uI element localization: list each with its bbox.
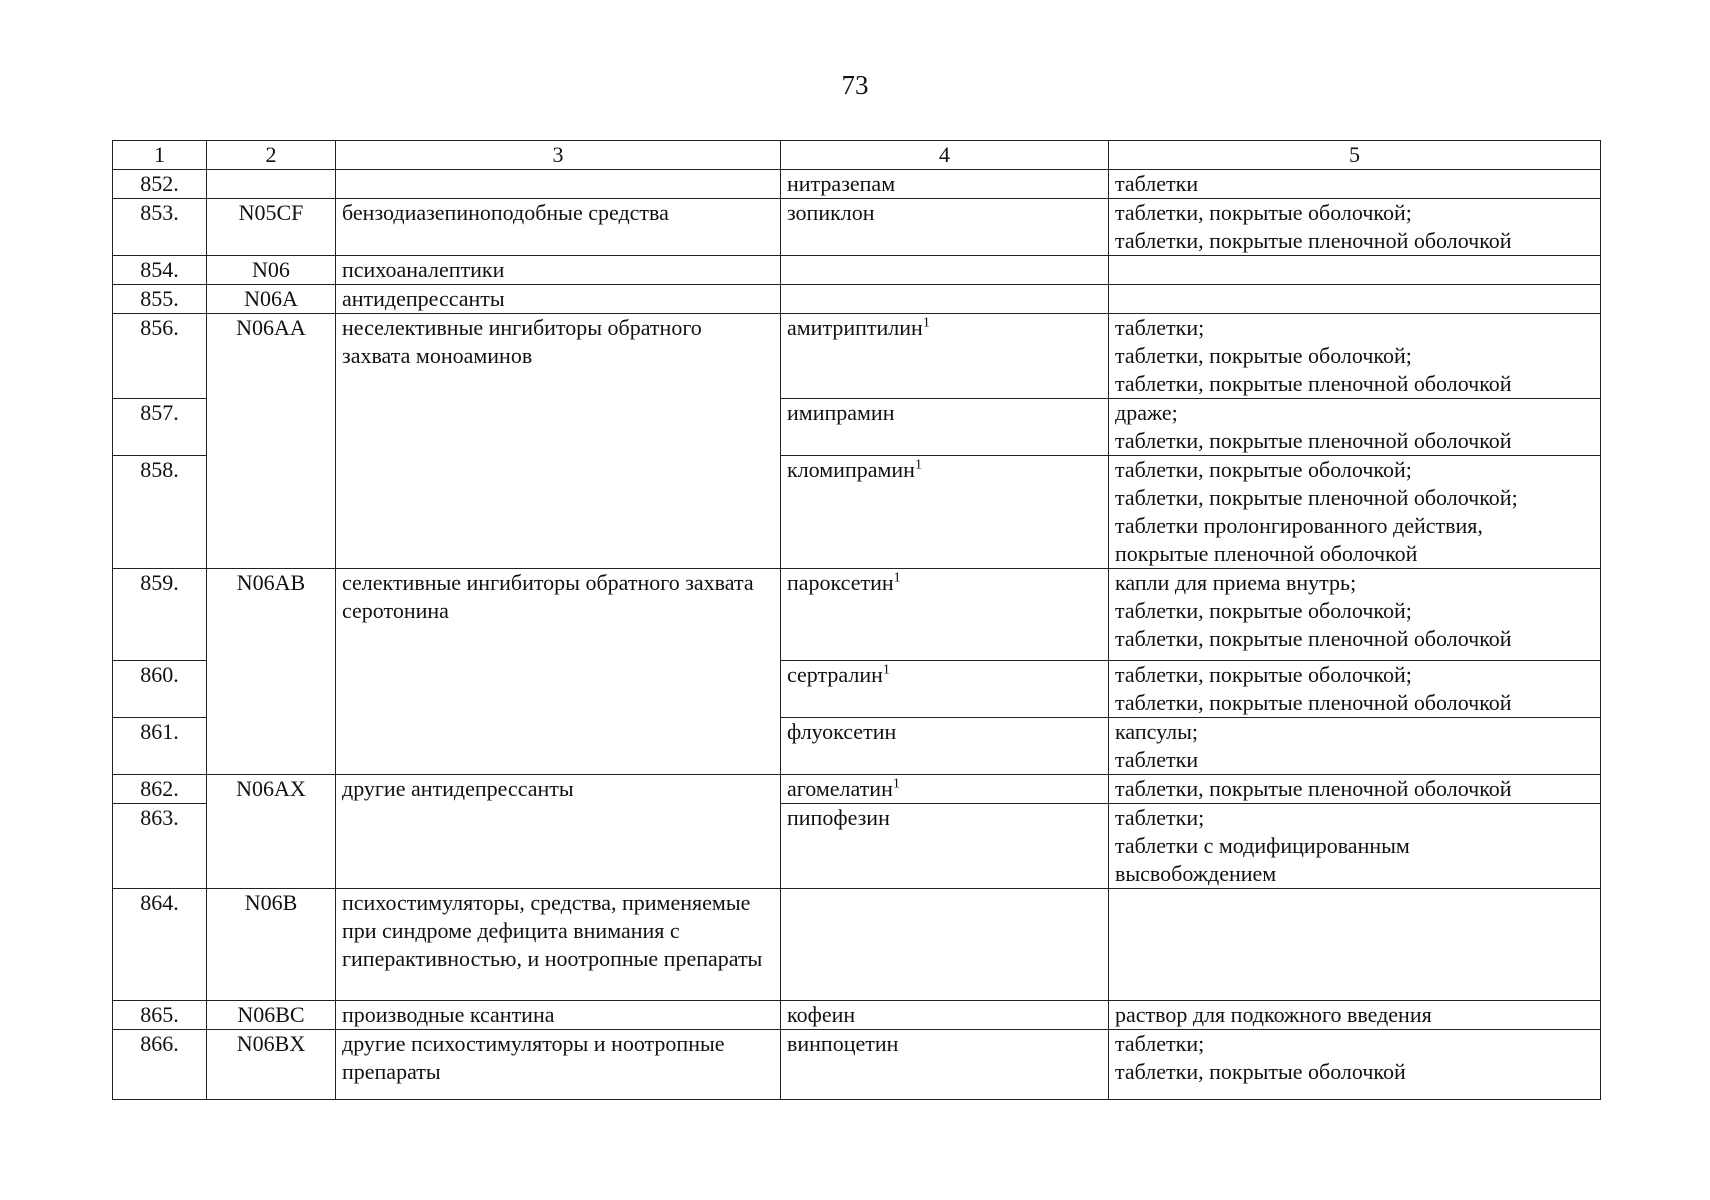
page-number: 73 <box>841 70 869 100</box>
dosage-form: таблетки, покрытые оболочкой; <box>1115 457 1412 482</box>
atc-code: N06 <box>207 256 336 285</box>
dosage-form: капсулы; <box>1115 719 1198 744</box>
dosage-forms <box>1109 170 1601 199</box>
drug-name <box>781 285 1109 314</box>
table-row <box>113 1001 1601 1030</box>
drug-name <box>781 804 1109 889</box>
dosage-form: таблетки <box>1115 747 1199 772</box>
dosage-forms <box>1109 569 1601 661</box>
header-row <box>113 141 1601 170</box>
pharmacological-group: производные ксантина <box>336 1001 781 1030</box>
drug-name <box>781 718 1109 775</box>
drug-name <box>781 256 1109 285</box>
table-row <box>113 256 1601 285</box>
pharmacological-group <box>336 170 781 199</box>
pharmacological-group: другие антидепрессанты <box>336 775 781 889</box>
atc-code: N06B <box>207 889 336 1001</box>
dosage-forms <box>1109 456 1601 569</box>
header-col-2: 2 <box>207 141 336 170</box>
atc-code: N06AB <box>207 569 336 775</box>
pharmacological-group: антидепрессанты <box>336 285 781 314</box>
row-number: 853. <box>113 199 207 256</box>
dosage-form: таблетки, покрытые пленочной оболочкой <box>1115 428 1512 453</box>
table-row <box>113 775 1601 804</box>
table-row <box>113 199 1601 256</box>
table-row <box>113 170 1601 199</box>
dosage-forms <box>1109 399 1601 456</box>
drug-name-text: амитриптилин <box>787 315 923 340</box>
row-number: 860. <box>113 661 207 718</box>
pharmacological-group: бензодиазепиноподобные средства <box>336 199 781 256</box>
drug-name <box>781 1030 1109 1100</box>
dosage-forms <box>1109 199 1601 256</box>
dosage-form: капли для приема внутрь; <box>1115 570 1357 595</box>
drug-name-text: агомелатин <box>787 776 893 801</box>
atc-code: N06A <box>207 285 336 314</box>
dosage-form: таблетки, покрытые пленочной оболочкой <box>1115 626 1512 651</box>
pharmacological-group: селективные ингибиторы обратного захвата серотонина <box>336 569 781 775</box>
drug-name-text: нитразепам <box>787 171 896 196</box>
drug-name <box>781 889 1109 1001</box>
dosage-forms <box>1109 889 1601 1001</box>
dosage-form: таблетки, покрытые оболочкой; <box>1115 200 1412 225</box>
drug-name <box>781 314 1109 399</box>
drug-name <box>781 569 1109 661</box>
atc-code: N06BX <box>207 1030 336 1100</box>
drug-name-text: сертралин <box>787 662 883 687</box>
drug-name <box>781 661 1109 718</box>
row-number: 856. <box>113 314 207 399</box>
row-number: 852. <box>113 170 207 199</box>
dosage-form: драже; <box>1115 400 1178 425</box>
dosage-form: таблетки, покрытые оболочкой; <box>1115 343 1412 368</box>
dosage-forms <box>1109 285 1601 314</box>
atc-code: N05CF <box>207 199 336 256</box>
dosage-forms <box>1109 718 1601 775</box>
footnote-mark: 1 <box>922 315 930 331</box>
header-col-3: 3 <box>336 141 781 170</box>
pharmacological-group: неселективные ингибиторы обратного захвата моноаминов <box>336 314 781 569</box>
table-row <box>113 314 1601 399</box>
dosage-form: таблетки; <box>1115 1031 1205 1056</box>
row-number: 866. <box>113 1030 207 1100</box>
drug-name-text: флуоксетин <box>787 719 897 744</box>
atc-code: N06BC <box>207 1001 336 1030</box>
row-number: 864. <box>113 889 207 1001</box>
dosage-form: таблетки, покрытые оболочкой; <box>1115 662 1412 687</box>
table-row <box>113 889 1601 1001</box>
dosage-form: таблетки с модифицированным <box>1115 833 1410 858</box>
dosage-form: таблетки, покрытые оболочкой <box>1115 1059 1406 1084</box>
row-number: 854. <box>113 256 207 285</box>
dosage-form: таблетки, покрытые пленочной оболочкой <box>1115 776 1512 801</box>
row-number: 862. <box>113 775 207 804</box>
dosage-forms <box>1109 804 1601 889</box>
footnote-mark: 1 <box>914 457 922 473</box>
dosage-form: таблетки; <box>1115 805 1205 830</box>
footnote-mark: 1 <box>882 662 890 678</box>
dosage-form: таблетки, покрытые пленочной оболочкой <box>1115 690 1512 715</box>
dosage-forms <box>1109 1001 1601 1030</box>
pharmacological-group: другие психостимуляторы и ноотропные препараты <box>336 1030 781 1100</box>
drug-name <box>781 775 1109 804</box>
drug-name <box>781 170 1109 199</box>
row-number: 863. <box>113 804 207 889</box>
drug-name-text: пипофезин <box>787 805 890 830</box>
row-number: 861. <box>113 718 207 775</box>
dosage-form: таблетки <box>1115 171 1199 196</box>
drug-table <box>112 140 1601 1100</box>
row-number: 865. <box>113 1001 207 1030</box>
drug-name <box>781 199 1109 256</box>
dosage-form: высвобождением <box>1115 861 1277 886</box>
dosage-forms <box>1109 256 1601 285</box>
dosage-form: таблетки; <box>1115 315 1205 340</box>
dosage-forms <box>1109 661 1601 718</box>
drug-name-text: зопиклон <box>787 200 875 225</box>
footnote-mark: 1 <box>893 570 901 586</box>
table-row <box>113 569 1601 661</box>
atc-code <box>207 170 336 199</box>
dosage-form: раствор для подкожного введения <box>1115 1002 1432 1027</box>
drug-name-text: пароксетин <box>787 570 894 595</box>
drug-name-text: винпоцетин <box>787 1031 899 1056</box>
header-col-5: 5 <box>1109 141 1601 170</box>
drug-name-text: кофеин <box>787 1002 856 1027</box>
header-col-1: 1 <box>113 141 207 170</box>
drug-name <box>781 1001 1109 1030</box>
table-row <box>113 285 1601 314</box>
dosage-forms <box>1109 775 1601 804</box>
dosage-form: таблетки пролонгированного действия, <box>1115 513 1483 538</box>
dosage-form: таблетки, покрытые пленочной оболочкой <box>1115 228 1512 253</box>
dosage-forms <box>1109 314 1601 399</box>
drug-name-text: имипрамин <box>787 400 895 425</box>
drug-name <box>781 399 1109 456</box>
dosage-forms <box>1109 1030 1601 1100</box>
atc-code: N06AX <box>207 775 336 889</box>
table-row <box>113 1030 1601 1100</box>
drug-name <box>781 456 1109 569</box>
row-number: 858. <box>113 456 207 569</box>
dosage-form: таблетки, покрытые пленочной оболочкой; <box>1115 485 1518 510</box>
header-col-4: 4 <box>781 141 1109 170</box>
dosage-form: таблетки, покрытые оболочкой; <box>1115 598 1412 623</box>
drug-name-text: кломипрамин <box>787 457 915 482</box>
footnote-mark: 1 <box>892 776 900 792</box>
dosage-form: покрытые пленочной оболочкой <box>1115 541 1418 566</box>
pharmacological-group: психостимуляторы, средства, применяемые при синдроме дефицита внимания с гиперактивностью, и ноотропные препараты <box>336 889 781 1001</box>
dosage-form: таблетки, покрытые пленочной оболочкой <box>1115 371 1512 396</box>
atc-code: N06AA <box>207 314 336 569</box>
row-number: 859. <box>113 569 207 661</box>
row-number: 857. <box>113 399 207 456</box>
row-number: 855. <box>113 285 207 314</box>
pharmacological-group: психоаналептики <box>336 256 781 285</box>
